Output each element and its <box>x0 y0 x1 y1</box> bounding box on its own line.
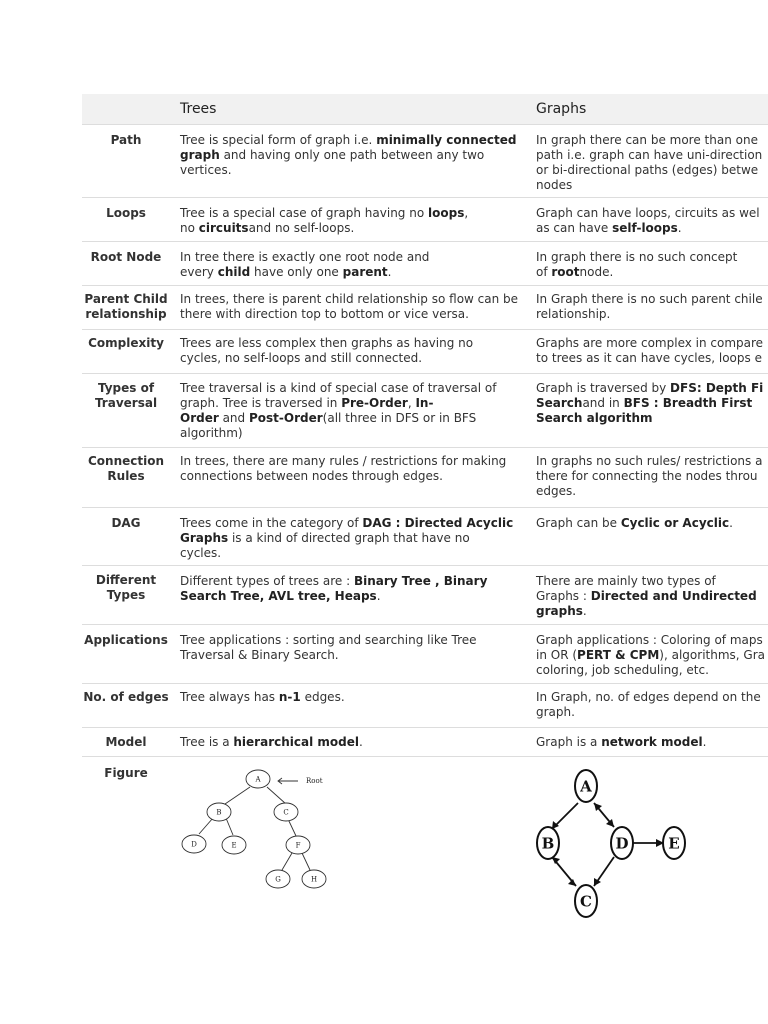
cell-trees: Tree traversal is a kind of special case of traversal of graph. Tree is traversed in Pre-Order, In- Order and Post-Order(all three in DFS or in BFS algorithm) <box>180 381 497 440</box>
cell-graphs: In graph there is no such concept of rootnode. <box>536 250 738 279</box>
root-label: Root <box>306 777 323 785</box>
row-label: Model <box>105 735 147 749</box>
graph-node-label: C <box>580 892 592 911</box>
row-root-node <box>82 241 768 285</box>
bold-term: hierarchical model <box>233 735 359 749</box>
comparison-table <box>82 94 768 926</box>
bold-term: Pre-Order <box>341 396 408 410</box>
row-dag <box>82 507 768 565</box>
cell-graphs: In Graph there is no such parent chile relationship. <box>536 292 763 321</box>
row-label: Root Node <box>90 250 162 264</box>
row-label: Parent Child relationship <box>84 292 168 321</box>
row-label: Types of Traversal <box>94 381 158 410</box>
row-path <box>82 124 768 197</box>
tree-node-label: A <box>255 775 261 784</box>
row-traversal <box>82 373 768 447</box>
graph-figure <box>534 763 694 923</box>
cell-graphs: Graph is traversed by DFS: Depth Fi Searchand in BFS : Breadth First Search algorithm <box>536 381 764 425</box>
graph-node-label: B <box>541 834 555 853</box>
tree-node-label: E <box>231 841 237 850</box>
cell-graphs: Graph is a network model. <box>536 735 707 749</box>
row-label: Connection Rules <box>87 454 165 483</box>
cell-trees: Trees are less complex then graphs as having no cycles, no self-loops and still connected. <box>180 336 474 365</box>
bold-term: self-loops <box>612 221 678 235</box>
bold-term: network model <box>601 735 703 749</box>
graph-node-label: D <box>615 834 629 853</box>
row-label: Applications <box>84 633 168 647</box>
cell-trees: Tree is special form of graph i.e. minimally connected graph and having only one path between any two vertices. <box>180 133 517 177</box>
bold-term: BFS : Breadth First <box>623 396 753 410</box>
tree-node-label: F <box>295 841 301 850</box>
cell-graphs: In graph there can be more than one path i.e. graph can have uni-direction or bi-directional paths (edges) betwe nodes <box>536 133 763 192</box>
row-edges <box>82 683 768 727</box>
table-header <box>82 94 768 124</box>
bold-term: PERT & CPM <box>577 648 660 662</box>
bold-term: Cyclic or Acyclic <box>620 516 730 530</box>
tree-node-label: G <box>275 875 281 884</box>
bold-term: Order <box>180 411 219 425</box>
cell-trees: Tree applications : sorting and searching like Tree Traversal & Binary Search. <box>180 633 477 662</box>
cell-trees: In trees, there is parent child relationship so flow can be there with direction top to bottom or vice versa. <box>180 292 519 321</box>
row-model <box>82 727 768 756</box>
cell-graphs: In graphs no such rules/ restrictions a there for connecting the nodes throu edges. <box>536 454 763 498</box>
row-label: Loops <box>106 206 146 220</box>
row-applications <box>82 624 768 683</box>
tree-figure <box>178 769 338 919</box>
row-loops <box>82 197 768 241</box>
bold-term: Post-Order <box>248 411 323 425</box>
cell-trees: In trees, there are many rules / restrictions for making connections between nodes through edges. <box>180 454 507 483</box>
bold-term: Search algorithm <box>536 411 653 425</box>
graph-node-label: A <box>580 777 592 796</box>
cell-trees: Tree is a special case of graph having no loops, no circuitsand no self-loops. <box>180 206 469 235</box>
bold-term: Directed and Undirected <box>590 589 757 603</box>
cell-graphs: Graph can have loops, circuits as wel as can have self-loops. <box>536 206 760 235</box>
row-label: Different Types <box>95 573 157 602</box>
bold-term: child <box>217 265 251 279</box>
row-label: Figure <box>104 766 148 780</box>
cell-graphs: In Graph, no. of edges depend on the graph. <box>536 690 761 719</box>
header-graphs: Graphs <box>536 101 587 117</box>
bold-term: graphs <box>536 604 583 618</box>
bold-term: DFS: Depth Fi <box>670 381 764 395</box>
bold-term: circuits <box>198 221 249 235</box>
bold-term: Graphs <box>180 531 229 545</box>
bold-term: loops <box>428 206 465 220</box>
tree-node-label: D <box>191 840 197 849</box>
row-different-types <box>82 565 768 624</box>
cell-trees: Trees come in the category of DAG : Directed Acyclic Graphs is a kind of directed graph that have no cycles. <box>180 516 514 560</box>
bold-term: root <box>551 265 580 279</box>
tree-node-label: H <box>310 875 318 884</box>
bold-term: Search <box>536 396 583 410</box>
graph-node-label: E <box>668 834 680 853</box>
bold-term: n-1 <box>278 690 301 704</box>
row-figure <box>82 756 768 926</box>
tree-node-label: C <box>283 808 289 817</box>
cell-trees: Tree always has n-1 edges. <box>180 690 345 704</box>
row-label: DAG <box>111 516 141 530</box>
cell-trees: Tree is a hierarchical model. <box>180 735 363 749</box>
cell-trees: In tree there is exactly one root node and every child have only one parent. <box>180 250 430 279</box>
cell-graphs: Graph applications : Coloring of maps in OR (PERT & CPM), algorithms, Gra coloring, job scheduling, etc. <box>536 633 765 677</box>
header-trees: Trees <box>180 101 217 117</box>
row-label: Complexity <box>88 336 164 350</box>
cell-trees: Different types of trees are : Binary Tree , Binary Search Tree, AVL tree, Heaps. <box>180 574 488 603</box>
bold-term: minimally connected graph <box>180 133 517 162</box>
row-connection-rules <box>82 447 768 507</box>
bold-term: In- <box>415 396 434 410</box>
bold-term: DAG : Directed Acyclic <box>362 516 514 530</box>
row-complexity <box>82 329 768 373</box>
row-label: No. of edges <box>83 690 169 704</box>
cell-graphs: Graphs are more complex in compare to trees as it can have cycles, loops e <box>536 336 764 365</box>
cell-graphs: There are mainly two types of Graphs : Directed and Undirected graphs. <box>536 574 757 618</box>
tree-node-label: B <box>216 808 222 817</box>
bold-term: Binary Tree , Binary <box>353 574 488 588</box>
cell-graphs: Graph can be Cyclic or Acyclic. <box>536 516 733 530</box>
bold-term: parent <box>342 265 388 279</box>
row-parent-child <box>82 285 768 329</box>
bold-term: Search Tree, AVL tree, Heaps <box>180 589 377 603</box>
row-label: Path <box>110 133 142 147</box>
